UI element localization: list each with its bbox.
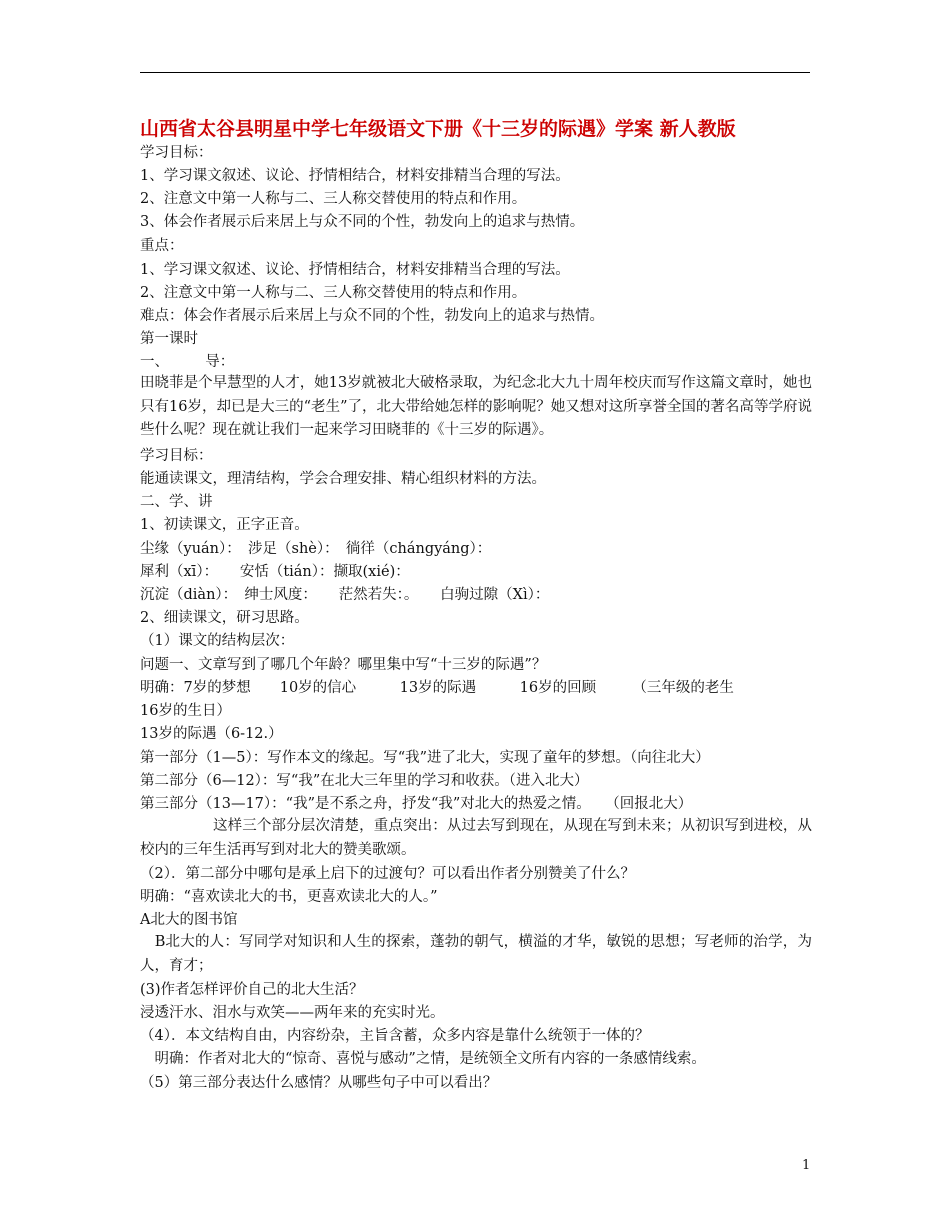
- paragraph: 这样三个部分层次清楚，重点突出：从过去写到现在，从现在写到未来；从初识写到进校，从校内的三年生活再写到对北大的赞美歌颂。: [140, 818, 812, 858]
- text-line: （5）第三部分表达什么感情？从哪些句子中可以看出？: [140, 1075, 498, 1091]
- text-line: 16岁的生日）: [140, 703, 231, 719]
- text-line: 一、 导：: [140, 354, 235, 370]
- text-line: 13岁的际遇（6-12.）: [140, 726, 283, 742]
- text-line: 1、初读课文，正字正音。: [140, 517, 309, 533]
- text-line: 明确：“喜欢读北大的书，更喜欢读北大的人。”: [140, 889, 438, 905]
- text-line: 明确：作者对北大的“惊奇、喜悦与感动”之情，是统领全文所有内容的一条感情线索。: [140, 1051, 706, 1067]
- text-line: 第三部分（13—17）：“我”是不系之舟，抒发“我”对北大的热爱之情。 （回报北大）: [140, 796, 693, 812]
- page-number: 1: [802, 1158, 811, 1173]
- text-line: 1、学习课文叙述、议论、抒情相结合，材料安排精当合理的写法。: [140, 262, 570, 278]
- text-line: 学习目标：: [140, 448, 213, 464]
- text-line: 问题一、文章写到了哪几个年龄？哪里集中写“十三岁的际遇”？: [140, 657, 547, 673]
- text-line: 犀利（xī）： 安恬（tián）：撷取(xié)：: [140, 564, 410, 580]
- text-line: 3、体会作者展示后来居上与众不同的个性，勃发向上的追求与热情。: [140, 214, 585, 230]
- text-line: （2）．第二部分中哪句是承上启下的过渡句？可以看出作者分别赞美了什么？: [140, 866, 635, 882]
- text-line: 浸透汗水、泪水与欢笑——两年来的充实时光。: [140, 1005, 445, 1021]
- paragraph: B北大的人：写同学对知识和人生的探索，蓬勃的朝气，横溢的才华，敏锐的思想；写老师的治学，为人，育才；: [140, 934, 812, 974]
- text-line: 第一部分（1—5）：写作本文的缘起。写“我”进了北大，实现了童年的梦想。（向往北大）: [140, 750, 710, 766]
- text-line: 1、学习课文叙述、议论、抒情相结合，材料安排精当合理的写法。: [140, 168, 570, 184]
- text-line: 沉淀（diàn）： 绅士风度： 茫然若失：。 白驹过隙（Xì）：: [140, 587, 550, 603]
- document-title: 山西省太谷县明星中学七年级语文下册《十三岁的际遇》学案 新人教版: [140, 118, 736, 140]
- text-line: （1）课文的结构层次：: [140, 633, 295, 649]
- text-line: 第二部分（6—12）：写“我”在北大三年里的学习和收获。（进入北大）: [140, 773, 589, 789]
- text-line: (3)作者怎样评价自己的北大生活？: [140, 982, 364, 998]
- text-line: 能通读课文，理清结构，学会合理安排、精心组织材料的方法。: [140, 471, 546, 487]
- text-line: 2、细读课文，研习思路。: [140, 610, 309, 626]
- text-line: 第一课时: [140, 331, 198, 347]
- text-line: 明确：7岁的梦想 10岁的信心 13岁的际遇 16岁的回顾 （三年级的老生: [140, 680, 734, 696]
- text-line: （4）．本文结构自由，内容纷杂，主旨含蓄，众多内容是靠什么统领于一体的？: [140, 1028, 650, 1044]
- text-line: A北大的图书馆: [140, 912, 238, 928]
- text-line: 学习目标：: [140, 145, 213, 161]
- text-line: 2、注意文中第一人称与二、三人称交替使用的特点和作用。: [140, 285, 527, 301]
- text-line: 尘缘（yuán）： 涉足（shè）： 徜徉（chángyáng）：: [140, 541, 492, 557]
- text-line: 二、学、讲: [140, 494, 213, 510]
- text-line: 重点：: [140, 238, 184, 254]
- text-line: 2、注意文中第一人称与二、三人称交替使用的特点和作用。: [140, 191, 527, 207]
- text-line: 难点：体会作者展示后来居上与众不同的个性，勃发向上的追求与热情。: [140, 308, 604, 324]
- paragraph: 田晓菲是个早慧型的人才，她13岁就被北大破格录取，为纪念北大九十周年校庆而写作这篇文章时，她也只有16岁，却已是大三的“老生”了，北大带给她怎样的影响呢？她又想对这所享誉全国的著名高等学府说些什么呢？现在就让我们一起来学习田晓菲的《十三岁的际遇》。: [140, 375, 812, 438]
- header-rule: [140, 72, 810, 73]
